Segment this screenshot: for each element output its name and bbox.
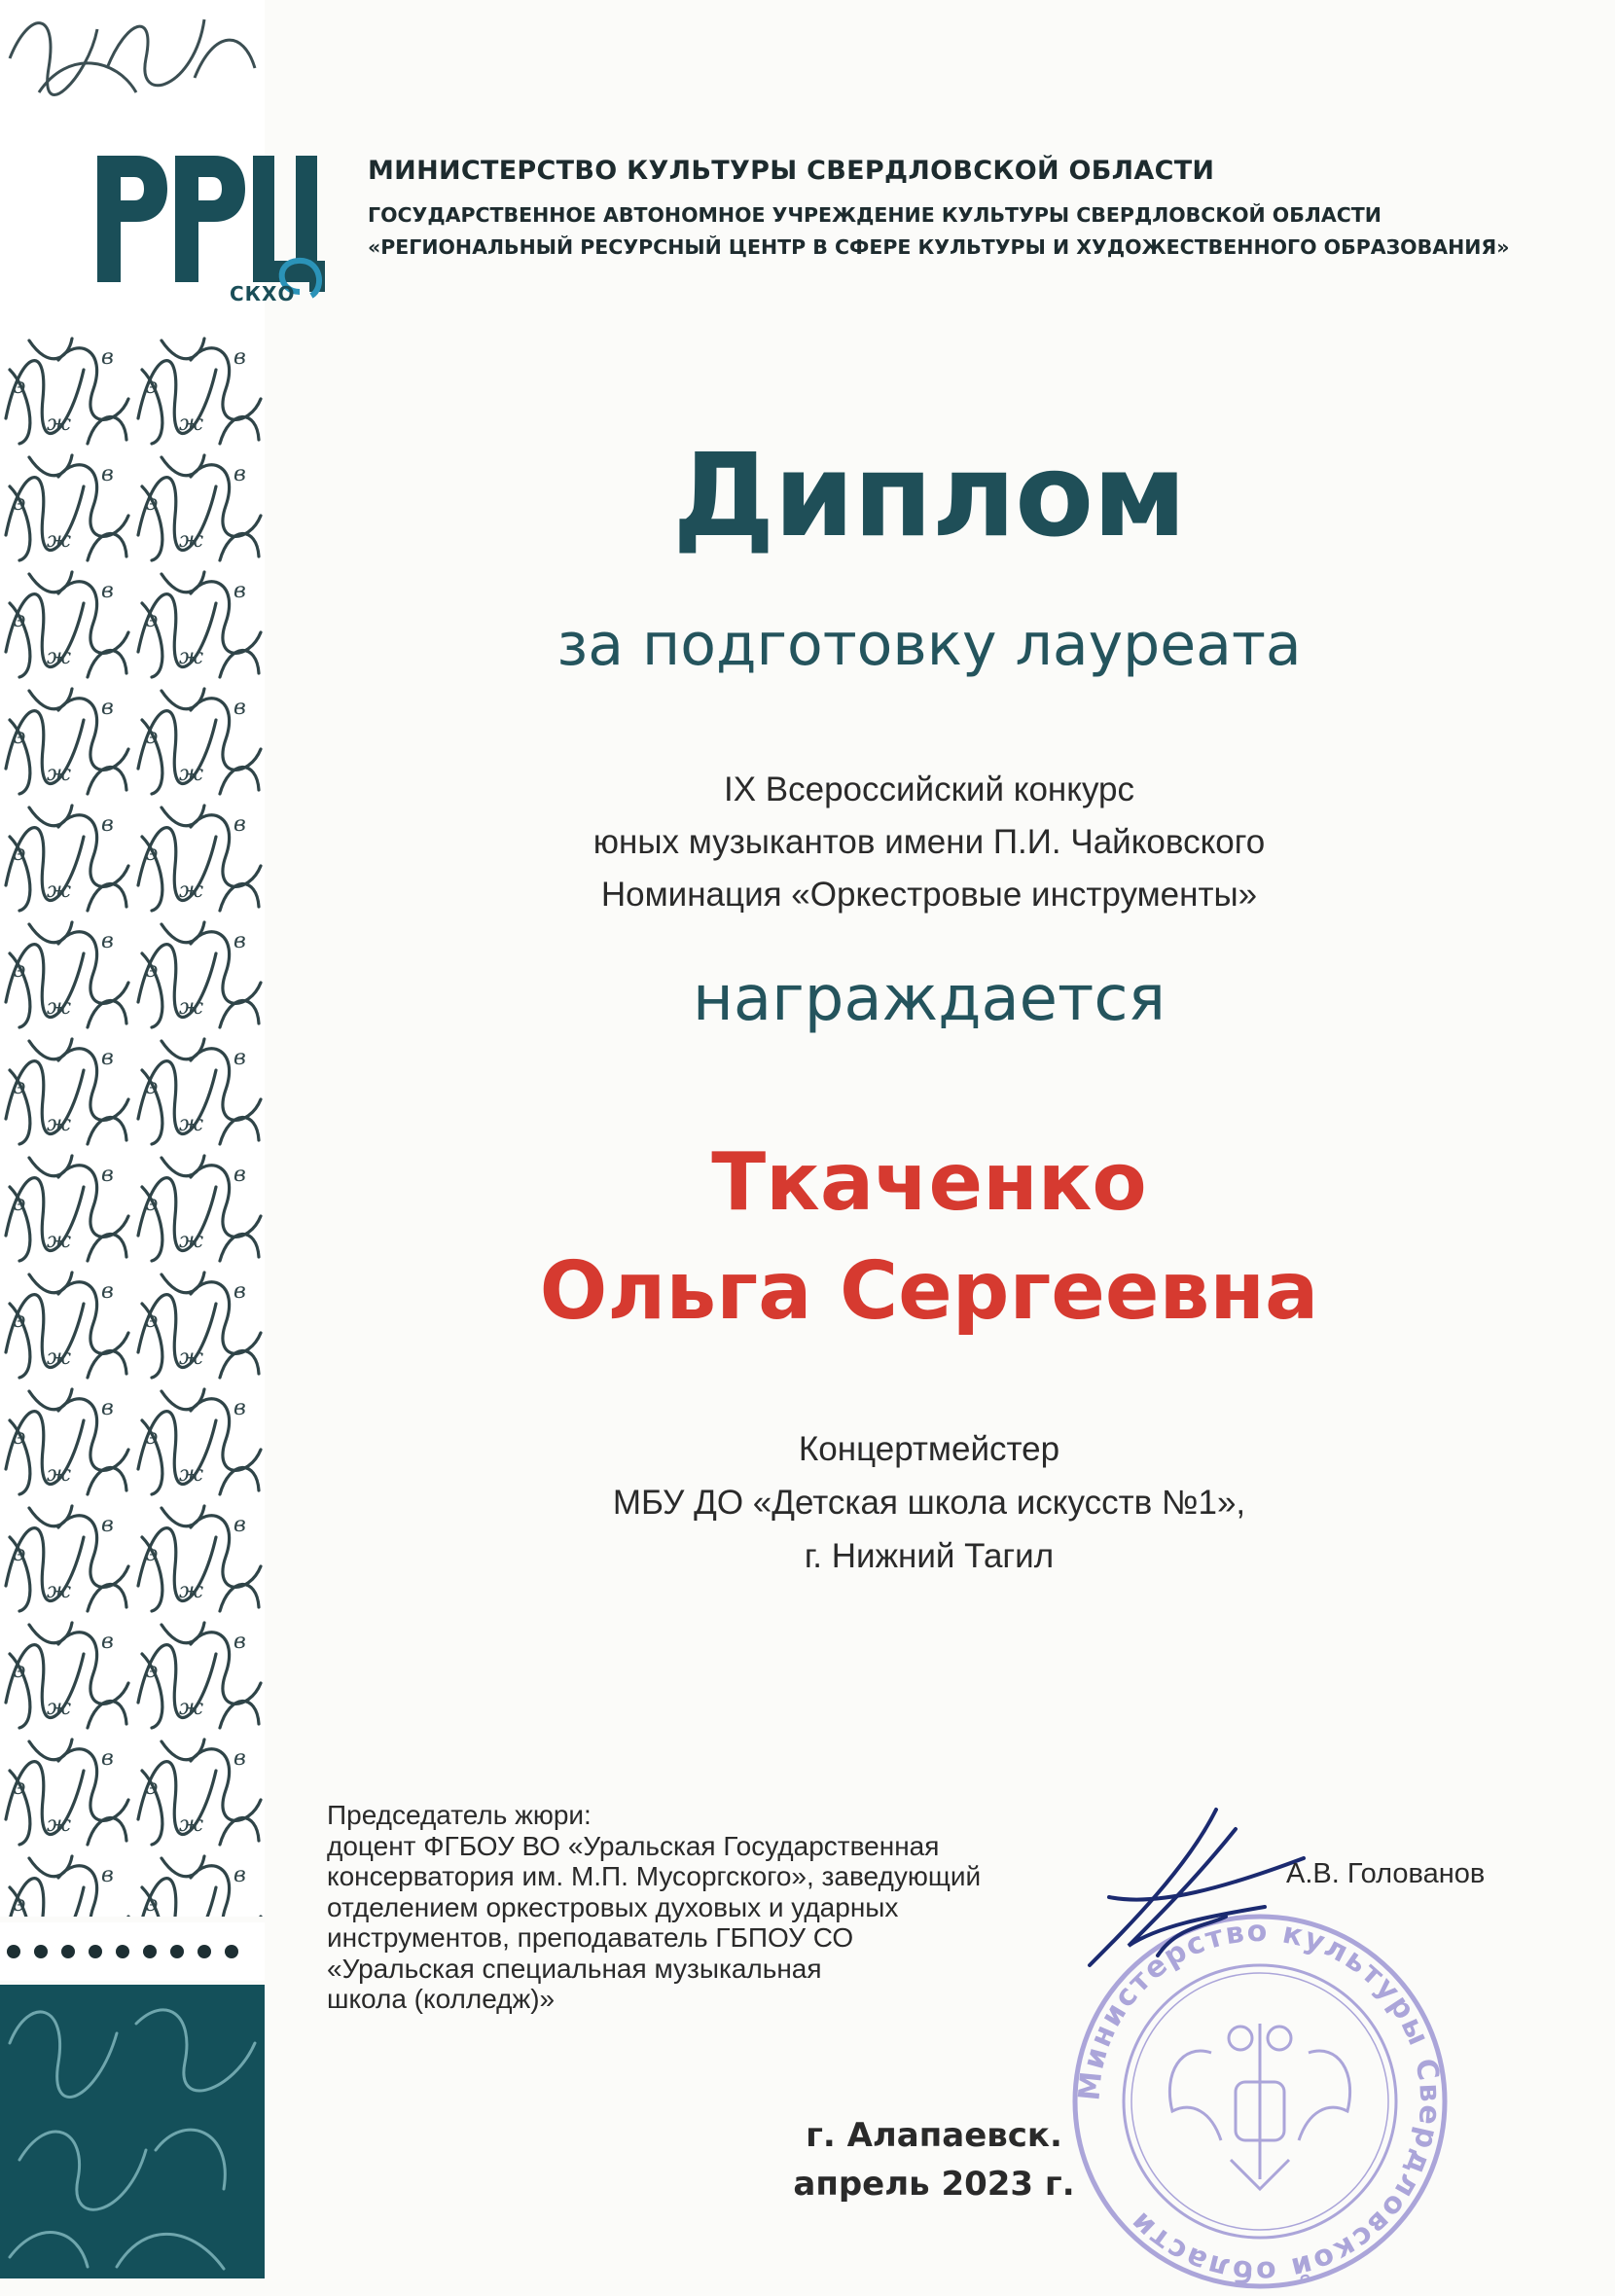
logo-subtitle: СКХО: [230, 282, 296, 305]
diploma-subtitle: за подготовку лауреата: [556, 611, 1302, 679]
diploma-title: Диплом: [672, 428, 1186, 562]
jury-chair-signer: А.В. Голованов: [1286, 1858, 1486, 1889]
issue-place: г. Алапаевск.: [806, 2116, 1062, 2155]
jury-line: отделением оркестровых духовых и ударных: [327, 1891, 899, 1922]
jury-line: школа (колледж)»: [327, 1984, 556, 2014]
issue-date: апрель 2023 г.: [793, 2165, 1075, 2204]
decorative-strip: [0, 0, 265, 2278]
stamp-text: Министерство культуры Свердловской области: [1072, 1914, 1448, 2289]
recipient-surname: Ткаченко: [711, 1136, 1147, 1229]
ministry-name: МИНИСТЕРСТВО КУЛЬТУРЫ СВЕРДЛОВСКОЙ ОБЛАСТИ: [368, 156, 1215, 186]
recipient-school: МБУ ДО «Детская школа искусств №1»,: [612, 1484, 1246, 1522]
jury-line: Председатель жюри:: [327, 1800, 592, 1830]
contest-line-3: Номинация «Оркестровые инструменты»: [600, 876, 1258, 914]
contest-line-2: юных музыкантов имени П.И. Чайковского: [592, 823, 1266, 861]
signature: [1070, 1800, 1323, 1994]
calligraphy-pattern-top: [0, 0, 265, 97]
contest-line-1: IX Всероссийский конкурс: [723, 771, 1135, 808]
header: [368, 156, 1535, 264]
recipient-city: г. Нижний Тагил: [804, 1537, 1055, 1575]
calligraphy-pattern: [0, 331, 265, 1917]
recipient-given-names: Ольга Сергеевна: [539, 1245, 1319, 1338]
org-name-line-1: ГОСУДАРСТВЕННОЕ АВТОНОМНОЕ УЧРЕЖДЕНИЕ КУЛЬТУРЫ СВЕРДЛОВСКОЙ ОБЛАСТИ: [368, 203, 1382, 227]
jury-line: «Уральская специальная музыкальная: [327, 1953, 822, 1984]
issue-place-date: [749, 2111, 1119, 2208]
calligraphy-pattern-dark: [0, 1985, 265, 2278]
org-name-line-2: «РЕГИОНАЛЬНЫЙ РЕСУРСНЫЙ ЦЕНТР В СФЕРЕ КУЛЬТУРЫ И ХУДОЖЕСТВЕННОГО ОБРАЗОВАНИЯ»: [368, 235, 1510, 259]
contest-info: [321, 764, 1537, 921]
recipient-name: [321, 1129, 1537, 1346]
jury-line: консерватория им. М.П. Мусоргского», заведующий: [327, 1861, 982, 1891]
jury-line: инструментов, преподаватель ГБПОУ СО: [327, 1922, 854, 1953]
dot-row: [0, 1922, 265, 1981]
jury-line: доцент ФГБОУ ВО «Уральская Государственная: [327, 1830, 940, 1861]
recipient-role: Концертмейстер: [798, 1430, 1060, 1468]
awarded-label: награждается: [693, 963, 1166, 1035]
recipient-position: [321, 1422, 1537, 1583]
